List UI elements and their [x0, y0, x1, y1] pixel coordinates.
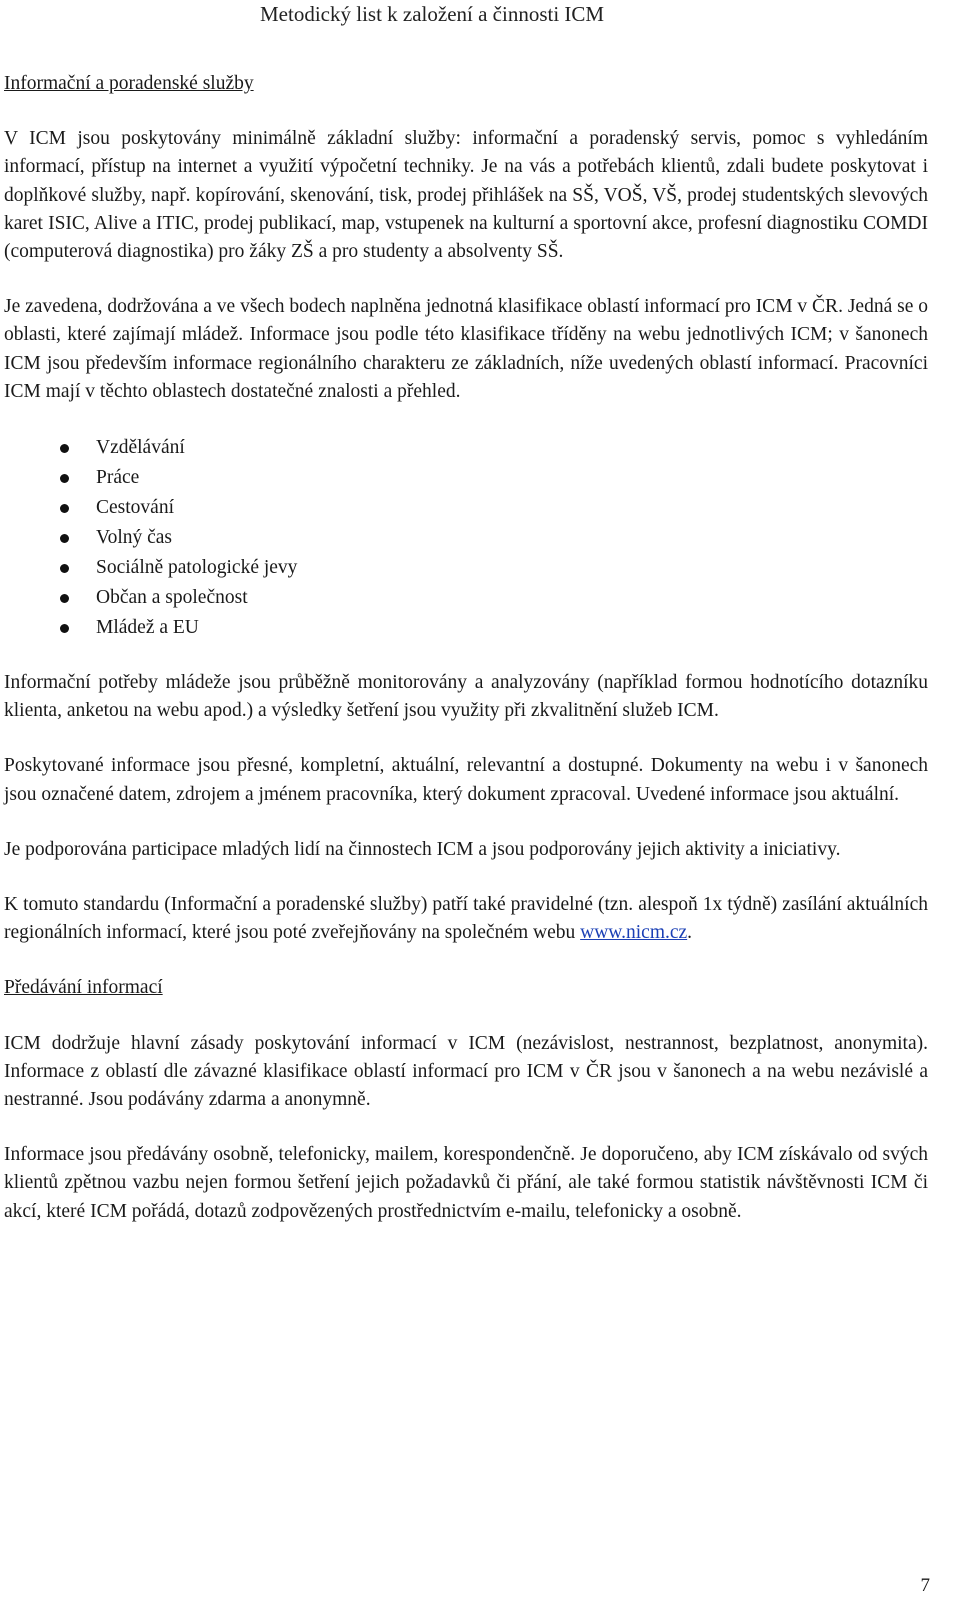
list-item: Cestování: [4, 493, 928, 523]
bullet-icon: [60, 624, 69, 633]
list-item: Práce: [4, 463, 928, 493]
paragraph-classification: Je zavedena, dodržována a ve všech bodech naplněna jednotná klasifikace oblastí informací pro ICM v ČR. Jedná se o oblasti, které zajímají mládež. Informace jsou podle této klasifikace tříděny na webu jednotlivých ICM; v šanonech ICM jsou především informace regionálního charakteru ze základních, níže uvedených oblastí informací. Pracovníci ICM mají v těchto oblastech dostatečné znalosti a přehled.: [4, 296, 928, 402]
bullet-icon: [60, 594, 69, 603]
section-heading-information-transfer: Předávání informací: [4, 977, 163, 999]
list-item: Mládež a EU: [4, 613, 928, 643]
bullet-icon: [60, 504, 69, 513]
page-number: 7: [920, 1575, 930, 1596]
bullet-icon: [60, 474, 69, 483]
running-header: Metodický list k založení a činnosti ICM: [260, 2, 605, 26]
paragraph-feedback: Informace jsou předávány osobně, telefonicky, mailem, korespondenčně. Je doporučeno, aby ICM získávalo od svých klientů zpětnou vazbu nejen formou šetření jejich požadavků či přání, ale také formou statistik návštěvnosti ICM či akcí, které ICM pořádá, dotazů zodpovězených prostřednictvím e-mailu, telefonicky a osobně.: [4, 1144, 928, 1222]
bullet-icon: [60, 534, 69, 543]
list-item: Občan a společnost: [4, 583, 928, 613]
paragraph-basic-services: V ICM jsou poskytovány minimálně základní služby: informační a poradenský servis, pomoc s vyhledáním informací, přístup na internet a využití výpočetní techniky. Je na vás a potřebách klientů, zdali budete poskytovat i doplňkové služby, např. kopírování, skenování, tisk, prodej přihlášek na SŠ, VOŠ, VŠ, prodej studentských slevových karet ISIC, Alive a ITIC, prodej publikací, map, vstupenek na kulturní a sportovní akce, profesní diagnostiku COMDI (computerová diagnostika) pro žáky ZŠ a pro studenty a absolventy SŠ.: [4, 128, 928, 263]
paragraph-participation: Je podporována participace mladých lidí na činnostech ICM a jsou podporovány jejich aktivity a iniciativy.: [4, 838, 841, 860]
page-content: [4, 70, 928, 1253]
paragraph-principles: ICM dodržuje hlavní zásady poskytování informací v ICM (nezávislost, nestrannost, bezplatnost, anonymita). Informace z oblastí dle závazné klasifikace oblastí informací pro ICM v ČR jsou v šanonech a na webu nezávislé a nestranné. Jsou podávány zdarma a anonymně.: [4, 1032, 928, 1111]
paragraph-standard: K tomuto standardu (Informační a poradenské služby) patří také pravidelné (tzn. alespoň 1x týdně) zasílání aktuálních regionálních informací, které jsou poté zveřejňovány na společném webu www.nicm.cz.: [4, 894, 928, 944]
nicm-website-link[interactable]: www.nicm.cz: [580, 922, 688, 944]
section-heading-information-services: Informační a poradenské služby: [4, 73, 254, 94]
information-areas-list: [4, 433, 928, 643]
paragraph-monitoring: Informační potřeby mládeže jsou průběžně monitorovány a analyzovány (například formou hodnotícího dotazníku klienta, anketou na webu apod.) a výsledky šetření jsou využity při zkvalitnění služeb ICM.: [4, 672, 928, 722]
bullet-icon: [60, 444, 69, 453]
list-item: Sociálně patologické jevy: [4, 553, 928, 583]
list-item: Volný čas: [4, 523, 928, 553]
bullet-icon: [60, 564, 69, 573]
paragraph-quality: Poskytované informace jsou přesné, kompletní, aktuální, relevantní a dostupné. Dokumenty na webu i v šanonech jsou označené datem, zdrojem a jménem pracovníka, který dokument zpracoval. Uvedené informace jsou aktuální.: [4, 755, 928, 805]
list-item: Vzdělávání: [4, 433, 928, 463]
